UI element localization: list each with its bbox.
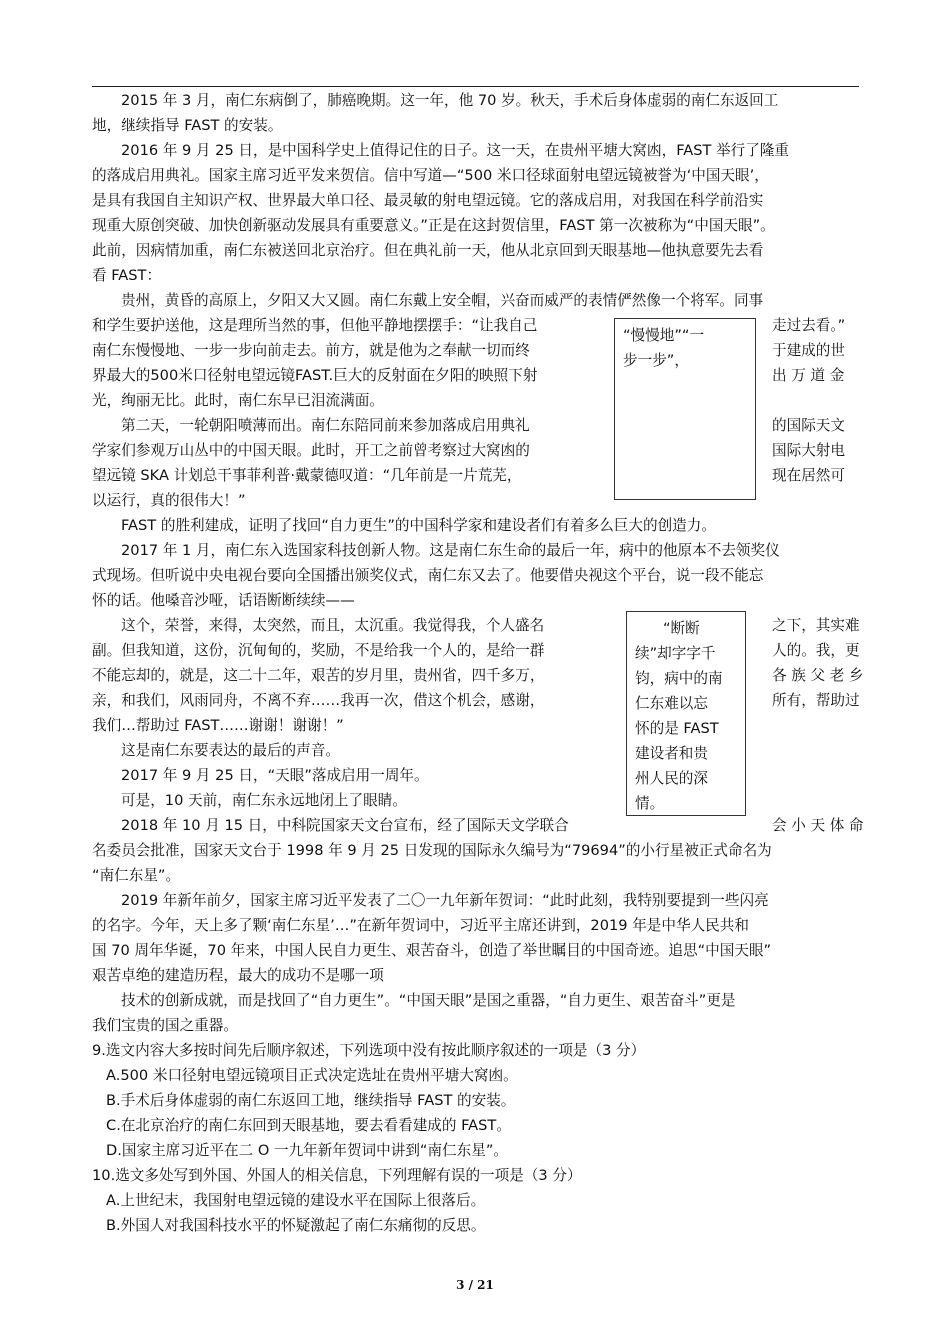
text-line: 国 70 周年华诞，70 年来，中国人民自力更生、艰苦奋斗，创造了举世瞩目的中国奇迹。追思“中国天眼”: [92, 942, 772, 959]
annotation-box: [626, 611, 746, 816]
text-line-right: 走过去看。”: [772, 317, 846, 334]
text-line: 和学生要护送他，这是理所当然的事，但他平静地摆摆手：“让我自己: [92, 317, 538, 334]
text-line: 名委员会批准，国家天文台于 1998 年 9 月 25 日发现的国际永久编号为“79694”的小行星被正式命名为: [92, 842, 772, 859]
question-option: B.外国人对我国科技水平的怀疑激起了南仁东痛彻的反思。: [106, 1217, 486, 1234]
text-line: 亲，和我们，风雨同舟，不离不弃……我再一次，借这个机会，感谢，: [92, 692, 545, 709]
page-number: 3 / 21: [456, 1278, 494, 1292]
text-line-right: 国际大射电: [772, 442, 845, 459]
text-line-right: 于建成的世: [772, 342, 845, 359]
text-line: 的落成启用典礼。国家主席习近平发来贺信。信中写道—“500 米口径球面射电望远镜被誉为‘中国天眼’，: [92, 167, 769, 184]
text-line: 2015 年 3 月，南仁东病倒了，肺癌晚期。这一年，他 70 岁。秋天，手术后身体虚弱的南仁东返回工: [121, 92, 779, 109]
text-line: 贵州，黄昏的高原上，夕阳又大又圆。南仁东戴上安全帽，兴奋而威严的表情俨然像一个将军。同事: [121, 292, 764, 309]
text-line: “南仁东星”。: [92, 867, 181, 884]
text-line: 的名字。今年，天上多了颗‘南仁东星’…”在新年贺词中，习近平主席还讲到，2019 年是中华人民共和: [92, 917, 749, 934]
text-line: 现重大原创突破、加快创新驱动发展具有重要意义。”正是在这封贺信里，FAST 第一次被称为“中国天眼”。: [92, 217, 775, 234]
text-line: 南仁东慢慢地、一步一步向前走去。前方，就是他为之奉献一切而终: [92, 342, 530, 359]
text-line: 第二天，一轮朝阳喷薄而出。南仁东陪同前来参加落成启用典礼: [121, 417, 530, 434]
text-line-right: 出 万 道 金: [772, 367, 845, 384]
text-line: 可是，10 天前，南仁东永远地闭上了眼睛。: [121, 792, 407, 809]
annotation-line: 情。: [635, 795, 665, 812]
annotation-box: [614, 318, 756, 500]
annotation-line: 怀的是 FAST: [635, 720, 719, 737]
text-line: 2017 年 9 月 25 日，“天眼”落成启用一周年。: [121, 767, 429, 784]
question-option: C.在北京治疗的南仁东回到天眼基地，要去看看建成的 FAST。: [106, 1117, 511, 1134]
text-line: 2018 年 10 月 15 日，中科院国家天文台宣布，经了国际天文学联合: [121, 817, 569, 834]
text-line-right: 各 族 父 老 乡: [772, 667, 864, 684]
annotation-line: 州人民的深: [635, 770, 708, 787]
question-option: A.上世纪末，我国射电望远镜的建设水平在国际上很落后。: [106, 1192, 486, 1209]
text-line: 怀的话。他嗓音沙哑，话语断断续续——: [92, 592, 355, 609]
annotation-line: 建设者和贵: [635, 745, 708, 762]
text-line: 我们宝贵的国之重器。: [92, 1017, 238, 1034]
text-line: 界最大的500米口径射电望远镜FAST.巨大的反射面在夕阳的映照下射: [92, 367, 538, 384]
annotation-line: 仁东难以忘: [635, 695, 708, 712]
text-line-right: 现在居然可: [772, 467, 845, 484]
text-line: 望远镜 SKA 计划总干事菲利普·戴蒙德叹道：“几年前是一片荒芜，: [92, 467, 522, 484]
text-line: 此前，因病情加重，南仁东被送回北京治疗。但在典礼前一天，他从北京回到天眼基地—他执意要先去看: [92, 242, 764, 259]
text-line: 光，绚丽无比。此时，南仁东早已泪流满面。: [92, 392, 384, 409]
text-line: 这个，荣誉，来得，太突然，而且，太沉重。我觉得我，个人盛名: [121, 617, 545, 634]
text-line: 我们…帮助过 FAST……谢谢！谢谢！”: [92, 717, 344, 734]
text-line: 是具有我国自主知识产权、世界最大单口径、最灵敏的射电望远镜。它的落成启用，对我国在科学前沿实: [92, 192, 764, 209]
annotation-line: “断断: [663, 620, 700, 637]
question-option: B.手术后身体虚弱的南仁东返回工地，继续指导 FAST 的安装。: [106, 1092, 516, 1109]
text-line-right: 人的。我，更: [772, 642, 860, 659]
text-line: 看 FAST：: [92, 267, 162, 284]
text-line: 2016 年 9 月 25 日，是中国科学史上值得记住的日子。这一天，在贵州平塘大窝凼，FAST 举行了隆重: [121, 142, 790, 159]
question-stem: 10.选文多处写到外国、外国人的相关信息，下列理解有误的一项是（3 分）: [92, 1167, 582, 1184]
question-stem: 9.选文内容大多按时间先后顺序叙述，下列选项中没有按此顺序叙述的一项是（3 分）: [92, 1042, 646, 1059]
question-option: A.500 米口径射电望远镜项目正式决定选址在贵州平塘大窝凼。: [106, 1067, 518, 1084]
annotation-line: “慢慢地”“一: [623, 327, 705, 344]
text-line-right: 的国际天文: [772, 417, 845, 434]
text-line-right: 会 小 天 体 命: [772, 817, 864, 834]
text-line: 2019 年新年前夕，国家主席习近平发表了二〇一九年新年贺词：“此时此刻，我特别要提到一些闪亮: [121, 892, 769, 909]
annotation-line: 钧，病中的南: [635, 670, 723, 687]
text-line: 以运行，真的很伟大！”: [92, 492, 246, 509]
text-line: 这是南仁东要表达的最后的声音。: [121, 742, 340, 759]
text-line-right: 所有，帮助过: [772, 692, 860, 709]
text-line: 式现场。但听说中央电视台要向全国播出颁奖仪式，南仁东又去了。他要借央视这个平台，说一段不能忘: [92, 567, 764, 584]
question-option: D.国家主席习近平在二 O 一九年新年贺词中讲到“南仁东星”。: [106, 1142, 509, 1159]
text-line: 2017 年 1 月，南仁东入选国家科技创新人物。这是南仁东生命的最后一年，病中的他原本不去领奖仪: [121, 542, 780, 559]
text-line: 技术的创新成就，而是找回了“自力更生”。“中国天眼”是国之重器，“自力更生、艰苦奋斗”更是: [121, 992, 736, 1009]
annotation-line: 续”却字字千: [635, 645, 716, 662]
text-line: 学家们参观万山丛中的中国天眼。此时，开工之前曾考察过大窝凼的: [92, 442, 530, 459]
text-line: 不能忘却的，就是，这二十二年，艰苦的岁月里，贵州省，四千多万，: [92, 667, 545, 684]
text-line: 副。但我知道，这份，沉甸甸的，奖励，不是给我一个人的，是给一群: [92, 642, 545, 659]
header-rule: [92, 86, 859, 87]
text-line: 艰苦卓绝的建造历程，最大的成功不是哪一项: [92, 967, 384, 984]
text-line: FAST 的胜利建成，证明了找回“自力更生”的中国科学家和建设者们有着多么巨大的创造力。: [121, 517, 716, 534]
annotation-line: 步一步”，: [623, 352, 689, 369]
text-line: 地，继续指导 FAST 的安装。: [92, 117, 283, 134]
text-line-right: 之下，其实难: [772, 617, 860, 634]
